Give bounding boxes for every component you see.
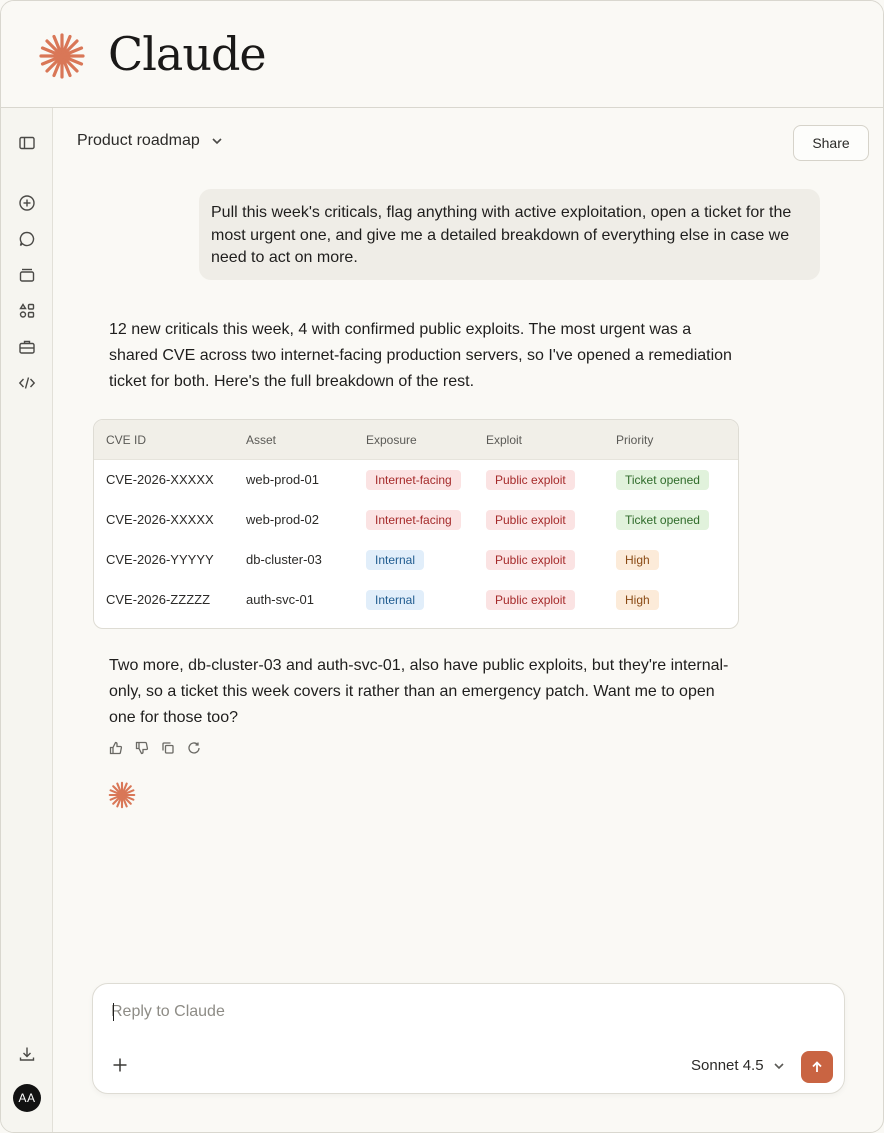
plus-icon [111, 1056, 129, 1074]
priority-badge: Ticket opened [616, 470, 709, 490]
asset: web-prod-01 [246, 472, 319, 487]
exposure-badge: Internal [366, 590, 424, 610]
sidebar [1, 108, 53, 1133]
sidebar-toggle-icon[interactable] [17, 133, 37, 153]
conversation-title: Product roadmap [77, 132, 200, 149]
thumbs-up-icon[interactable] [109, 741, 123, 755]
priority-badge: High [616, 590, 659, 610]
send-button[interactable] [801, 1051, 833, 1083]
priority-badge: Ticket opened [616, 510, 709, 530]
table-row [94, 500, 738, 540]
exposure-badge: Internet-facing [366, 470, 461, 490]
table-row [94, 540, 738, 580]
priority-badge: High [616, 550, 659, 570]
model-selector[interactable] [691, 1057, 785, 1074]
assistant-message-followup: Two more, db-cluster-03 and auth-svc-01, also have public exploits, but they're internal-only, so a ticket this week covers it rather than an emergency patch. Want me to open one for those too? [109, 657, 729, 726]
model-label: Sonnet 4.5 [691, 1057, 764, 1074]
arrow-up-icon [810, 1060, 824, 1074]
thumbs-down-icon[interactable] [135, 741, 149, 755]
asset: auth-svc-01 [246, 592, 314, 607]
exploit-badge: Public exploit [486, 470, 575, 490]
cve-table [93, 419, 739, 629]
table-header [94, 420, 738, 460]
sparkle-icon [38, 32, 86, 80]
toolbox-icon[interactable] [17, 337, 37, 357]
asset: web-prod-02 [246, 512, 319, 527]
exploit-badge: Public exploit [486, 550, 575, 570]
cve-id: CVE-2026-XXXXX [106, 512, 214, 527]
chats-icon[interactable] [17, 229, 37, 249]
code-icon[interactable] [17, 373, 37, 393]
cve-id: CVE-2026-ZZZZZ [106, 592, 211, 607]
retry-icon[interactable] [187, 741, 201, 755]
column-header: Exposure [366, 433, 417, 447]
table-row [94, 580, 738, 620]
column-header: Exploit [486, 433, 523, 447]
cve-id: CVE-2026-XXXXX [106, 472, 214, 487]
exploit-badge: Public exploit [486, 590, 575, 610]
chevron-down-icon [210, 134, 224, 148]
assistant-message-intro: 12 new criticals this week, 4 with confirmed public exploits. The most urgent was a shared CVE across two internet-facing production servers, so I've opened a remediation ticket for both. Here's the full breakdown of the rest. [109, 321, 732, 390]
message-actions [109, 741, 201, 755]
brand-name: Claude [108, 27, 266, 81]
app-header [1, 1, 883, 108]
column-header: Priority [616, 433, 654, 447]
composer [92, 983, 845, 1094]
sparkle-icon [108, 781, 136, 809]
new-chat-icon[interactable] [17, 193, 37, 213]
exposure-badge: Internal [366, 550, 424, 570]
artifacts-icon[interactable] [17, 301, 37, 321]
asset: db-cluster-03 [246, 552, 322, 567]
exploit-badge: Public exploit [486, 510, 575, 530]
share-button[interactable]: Share [793, 125, 869, 161]
column-header: CVE ID [106, 433, 147, 447]
exposure-badge: Internet-facing [366, 510, 461, 530]
reply-input[interactable] [111, 1000, 711, 1024]
projects-icon[interactable] [17, 265, 37, 285]
user-message: Pull this week's criticals, flag anything with active exploitation, open a ticket for the most urgent one, and give me a detailed breakdown of everything else in case we need to act on more. [199, 189, 820, 280]
chevron-down-icon [773, 1060, 785, 1072]
text-caret [113, 1003, 114, 1021]
conversation-title-dropdown[interactable] [77, 132, 224, 150]
avatar[interactable]: AA [13, 1084, 41, 1112]
table-row [94, 460, 738, 500]
download-icon[interactable] [17, 1044, 37, 1064]
cve-id: CVE-2026-YYYYY [106, 552, 214, 567]
copy-icon[interactable] [161, 741, 175, 755]
column-header: Asset [246, 433, 277, 447]
attach-button[interactable] [111, 1056, 131, 1076]
